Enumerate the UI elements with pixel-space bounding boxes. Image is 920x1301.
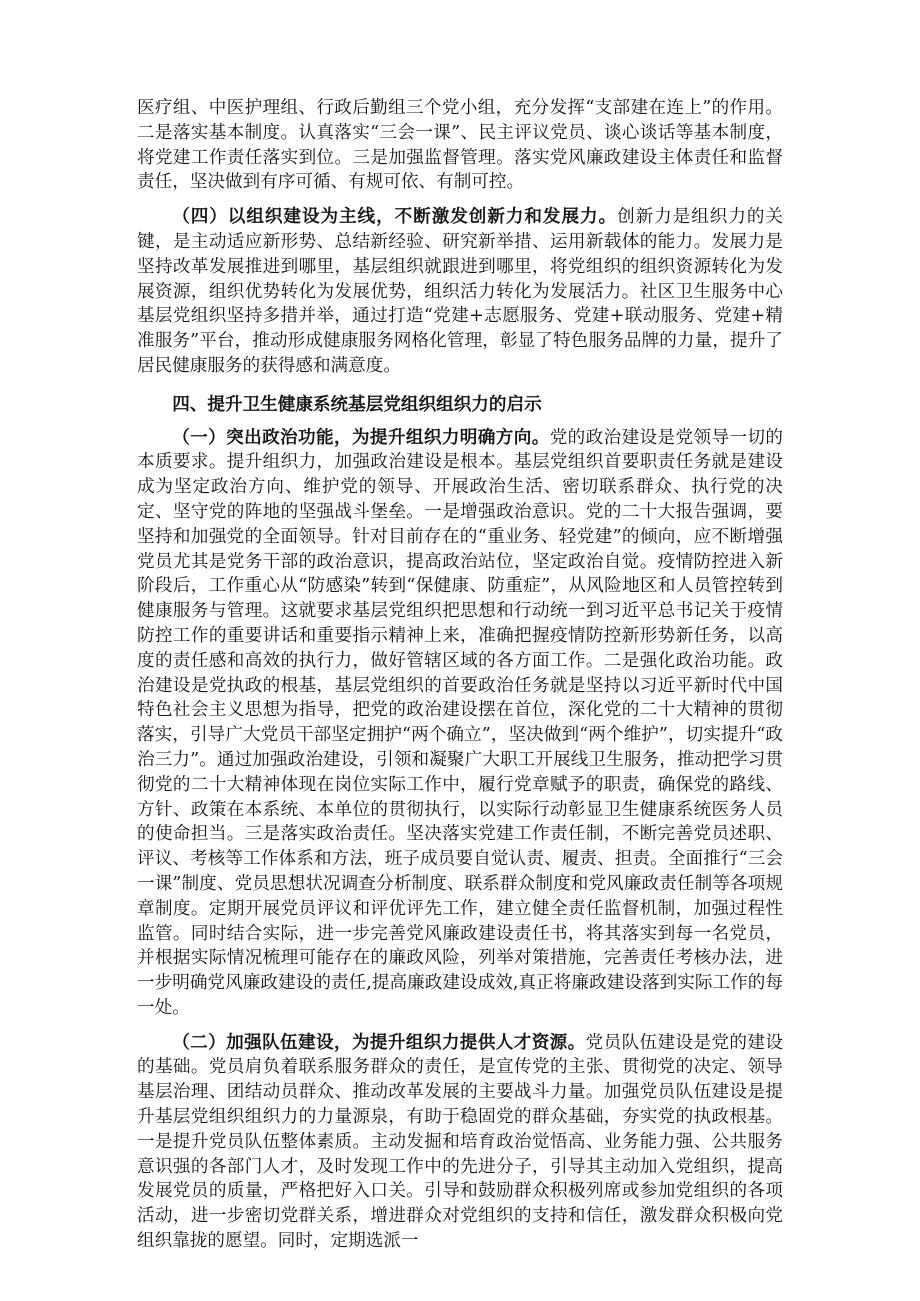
- section-heading: 四、提升卫生健康系统基层党组织组织力的启示: [172, 393, 542, 415]
- paragraph-section-4: [137, 205, 783, 379]
- document-page: [137, 96, 783, 1254]
- paragraph-lead-heading: （二）加强队伍建设，为提升组织力提供人才资源。: [172, 1031, 586, 1053]
- paragraph-lead-heading: （一）突出政治功能，为提升组织力明确方向。: [172, 426, 550, 448]
- paragraph-continuation: 医疗组、中医护理组、行政后勤组三个党小组，充分发挥“支部建在连上”的作用。二是落实基本制度。认真落实“三会一课”、民主评议党员、谈心谈话等基本制度，将党建工作责任落实到位。三是加强监督管理。落实党风廉政建设主体责任和监督责任，坚决做到有序可循、有规可依、有制可控。: [137, 98, 783, 193]
- paragraph-body: 党员队伍建设是党的建设的基础。党员肩负着联系服务群众的责任，是宣传党的主张、贯彻党的决定、领导基层治理、团结动员群众、推动改革发展的主要战斗力量。加强党员队伍建设是提升基层党组织组织力的力量源泉，有助于稳固党的群众基础，夯实党的执政根基。一是提升党员队伍整体素质。主动发掘和培育政治觉悟高、业务能力强、公共服务意识强的各部门人才，及时发现工作中的先进分子，引导其主动加入党组织，提高发展党员的质量，严格把好入口关。引导和鼓励群众积极列席或参加党组织的各项活动，进一步密切党群关系，增进群众对党组织的支持和信任，激发群众积极向党组织靠拢的愿望。同时，定期选派一: [137, 1032, 783, 1252]
- paragraph-subsection-2: [137, 1031, 783, 1254]
- paragraph-body: 党的政治建设是党领导一切的本质要求。提升组织力，加强政治建设是根本。基层党组织首要职责任务就是建设成为坚定政治方向、维护党的领导、开展政治生活、密切联系群众、执行党的决定、坚守党的阵地的坚强战斗堡垒。一是增强政治意识。党的二十大报告强调，要坚持和加强党的全面领导。针对目前存在的“重业务、轻党建”的倾向，应不断增强党员尤其是党务干部的政治意识，提高政治站位，坚定政治自觉。疫情防控进入新阶段后，工作重心从“防感染”转到“保健康、防重症”，从风险地区和人员管控转到健康服务与管理。这就要求基层党组织把思想和行动统一到习近平总书记关于疫情防控工作的重要讲话和重要指示精神上来，准确把握疫情防控新形势新任务，以高度的责任感和高效的执行力，做好管辖区域的各方面工作。二是强化政治功能。政治建设是党执政的根基，基层党组织的首要政治任务就是坚持以习近平新时代中国特色社会主义思想为指导，把党的政治建设摆在首位，深化党的二十大精神的贯彻落实，引导广大党员干部坚定拥护“两个确立”，坚决做到“两个维护”，切实提升“政治三力”。通过加强政治建设，引领和凝聚广大职工开展线卫生服务，推动把学习贯彻党的二十大精神体现在岗位实际工作中，履行党章赋予的职责，确保党的路线、方针、政策在本系统、本单位的贯彻执行，以实际行动彰显卫生健康系统医务人员的使命担当。三是落实政治责任。坚决落实党建工作责任制，不断完善党员述职、评议、考核等工作体系和方法，班子成员要自觉认责、履责、担责。全面推行“三会一课”制度、党员思想状况调查分析制度、联系群众制度和党风廉政责任制等各项规章制度。定期开展党员评议和评优评先工作，建立健全责任监督机制，加强过程性监管。同时结合实际，进一步完善党风廉政建设责任书，将其落实到每一名党员，并根据实际情况梳理可能存在的廉政风险，列举对策措施，完善责任考核办法，进一步明确党风廉政建设的责任,提高廉政建设成效,真正将廉政建设落到实际工作的每一处。: [137, 427, 783, 1018]
- paragraph-subsection-1: [137, 426, 783, 1021]
- paragraph-lead-heading: （四）以组织建设为主线，不断激发创新力和发展力。: [172, 206, 618, 228]
- paragraph-body: 创新力是组织力的关键，是主动适应新形势、总结新经验、研究新举措、运用新载体的能力。发展力是坚持改革发展推进到哪里，基层组织就跟进到哪里，将党组织的组织资源转化为发展资源，组织优势转化为发展优势，组织活力转化为发展活力。社区卫生服务中心基层党组织坚持多措并举，通过打造“党建+志愿服务、党建+联动服务、党建+精准服务”平台，推动形成健康服务网格化管理，彰显了特色服务品牌的力量，提升了居民健康服务的获得感和满意度。: [137, 207, 783, 376]
